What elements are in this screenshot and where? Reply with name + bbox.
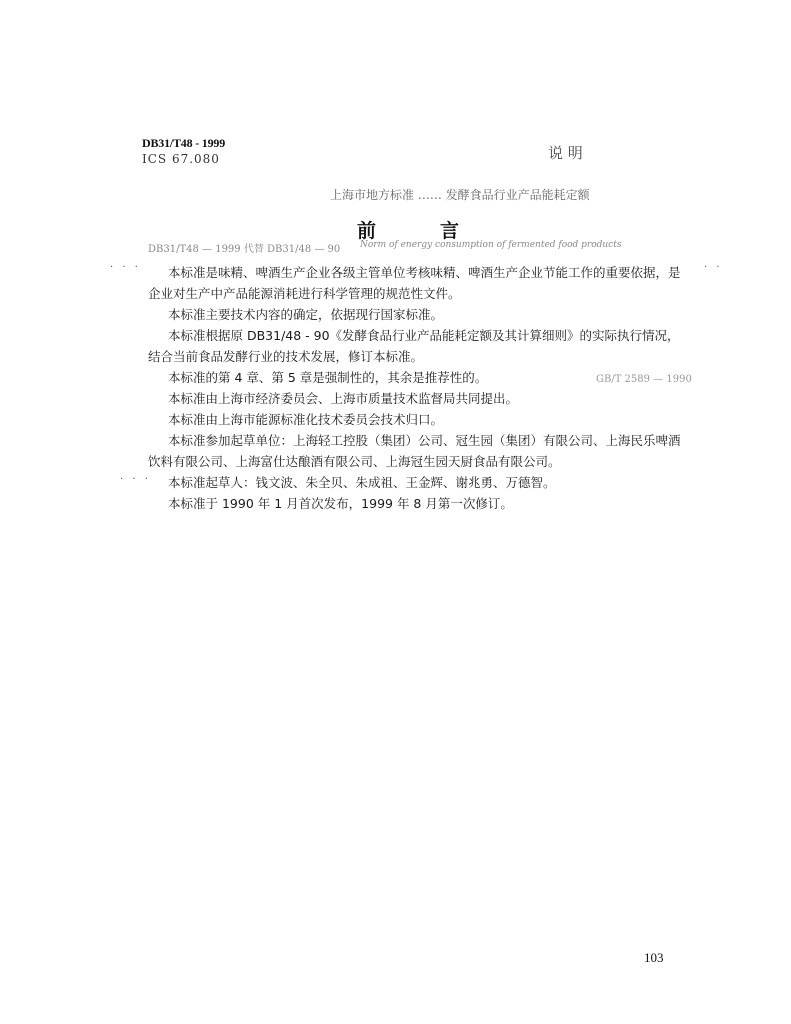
standard-code: DB31/T48 - 1999 xyxy=(142,136,226,150)
header-noise-line-b: DB31/T48 — 1999 代替 DB31/48 — 90 xyxy=(148,244,341,255)
paragraph-8: 本标准起草人：钱文波、朱全贝、朱成祖、王金辉、谢兆勇、万德智。 xyxy=(168,475,556,490)
title-char-2: 言 xyxy=(440,220,460,242)
title-char-1: 前 xyxy=(357,220,377,242)
header-noise-line-c: Norm of energy consumption of fermented food products xyxy=(360,240,622,250)
scan-dots-right: · · xyxy=(704,262,723,273)
page-number: 103 xyxy=(644,950,664,965)
paragraph-4: 本标准的第 4 章、第 5 章是强制性的，其余是推荐性的。 xyxy=(168,370,488,385)
paragraph-7: 本标准参加起草单位：上海轻工控股（集团）公司、冠生园（集团）有限公司、上海民乐啤酒饮料有限公司、上海富仕达酿酒有限公司、上海冠生园天厨食品有限公司。 xyxy=(148,433,681,469)
scan-noise-right: GB/T 2589 — 1990 xyxy=(596,374,692,385)
scan-dots-left-2: · · · xyxy=(120,474,151,485)
header-noise-right: 说 明 xyxy=(548,144,583,162)
standard-subcode: ICS 67.080 xyxy=(142,152,220,166)
paragraph-1: 本标准是味精、啤酒生产企业各级主管单位考核味精、啤酒生产企业节能工作的重要依据，是企业对生产中产品能源消耗进行科学管理的规范性文件。 xyxy=(148,265,681,301)
paragraph-9: 本标准于 1990 年 1 月首次发布，1999 年 8 月第一次修订。 xyxy=(168,496,513,511)
header-noise-line-a: 上海市地方标准 …… 发酵食品行业产品能耗定额 xyxy=(330,188,590,202)
paragraph-3: 本标准根据原 DB31/48 - 90《发酵食品行业产品能耗定额及其计算细则》的实际执行情况，结合当前食品发酵行业的技术发展，修订本标准。 xyxy=(148,328,680,364)
paragraph-5: 本标准由上海市经济委员会、上海市质量技术监督局共同提出。 xyxy=(168,391,519,406)
paragraph-2: 本标准主要技术内容的确定，依据现行国家标准。 xyxy=(168,307,444,322)
scan-dots-left: · · · xyxy=(110,262,141,273)
paragraph-6: 本标准由上海市能源标准化技术委员会技术归口。 xyxy=(168,412,444,427)
